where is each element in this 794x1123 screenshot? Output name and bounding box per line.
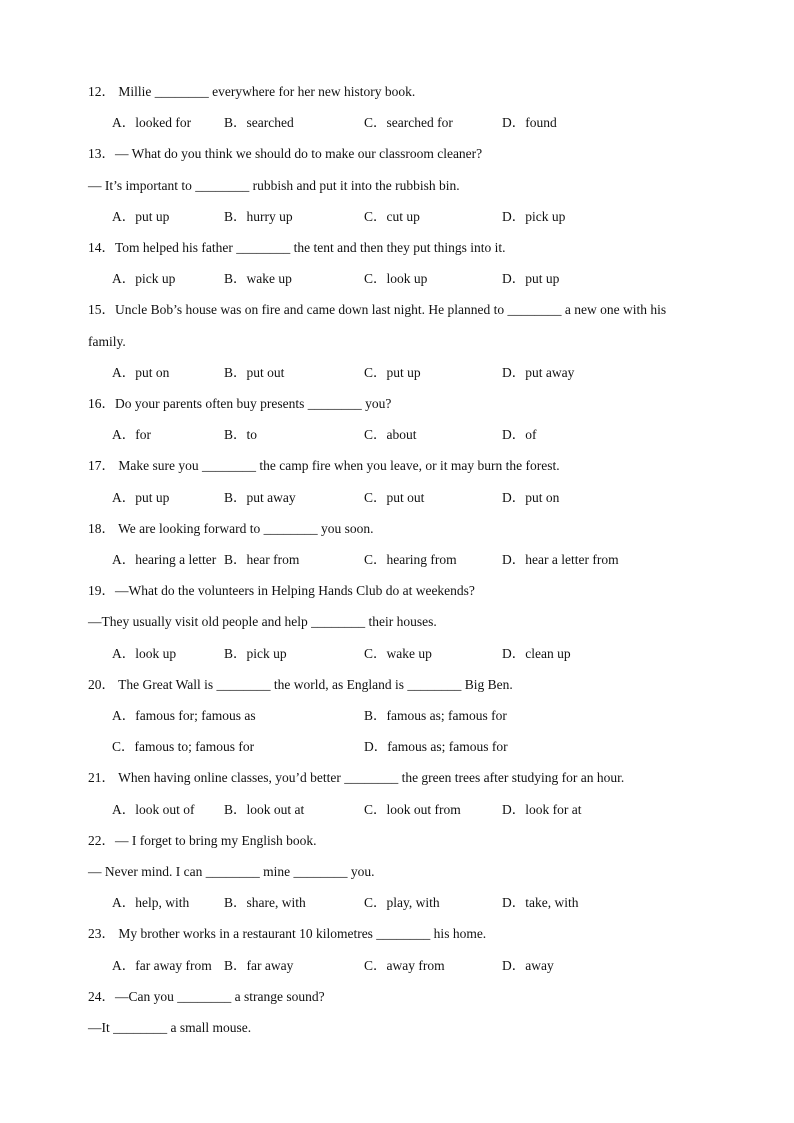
option-A[interactable]: A．put up: [112, 489, 170, 505]
option-C[interactable]: C．wake up: [364, 645, 432, 661]
question-19-stem-line: —They usually visit old people and help ________ their houses.: [88, 614, 437, 630]
question-22-stem-line: — Never mind. I can ________ mine ________ you.: [88, 864, 375, 879]
option-A[interactable]: A．put on: [112, 364, 170, 380]
option-B[interactable]: B．hurry up: [224, 208, 293, 224]
question-20-stem-line: 20． The Great Wall is ________ the world, as England is ________ Big Ben.: [88, 676, 513, 692]
option-C[interactable]: C．hearing from: [364, 552, 457, 567]
question-24-stem-line: 24．—Can you ________ a strange sound?: [88, 988, 325, 1004]
option-D[interactable]: D．put away: [502, 364, 575, 380]
question-15-stem-line: 15．Uncle Bob’s house was on fire and came down last night. He planned to ________ a new one with his: [88, 302, 667, 318]
option-B[interactable]: B．searched: [224, 115, 294, 131]
option-C[interactable]: C．look out from: [364, 801, 461, 817]
option-D[interactable]: D．put on: [502, 489, 560, 505]
option-C[interactable]: C．play, with: [364, 895, 440, 911]
option-B[interactable]: B．put away: [224, 489, 296, 505]
option-B[interactable]: B．look out at: [224, 801, 305, 817]
question-15-stem-line: family.: [88, 333, 126, 349]
option-C[interactable]: C．away from: [364, 957, 445, 973]
option-D[interactable]: D．clean up: [502, 645, 571, 661]
option-C[interactable]: C．about: [364, 427, 417, 443]
option-D[interactable]: D．put up: [502, 271, 560, 287]
option-B[interactable]: B．far away: [224, 957, 294, 973]
option-D[interactable]: D．away: [502, 957, 554, 973]
option-A[interactable]: A．put up: [112, 208, 170, 224]
option-C[interactable]: C．put up: [364, 364, 421, 380]
option-C[interactable]: C．look up: [364, 271, 428, 287]
option-C[interactable]: C．searched for: [364, 115, 453, 131]
option-B[interactable]: B．to: [224, 427, 258, 443]
option-A[interactable]: A．looked for: [112, 115, 192, 131]
question-16-stem-line: 16．Do your parents often buy presents ________ you?: [88, 396, 392, 411]
option-A[interactable]: A．famous for; famous as: [112, 708, 256, 723]
option-B[interactable]: B．put out: [224, 364, 285, 380]
option-A[interactable]: A．help, with: [112, 895, 190, 911]
option-D[interactable]: D．take, with: [502, 895, 579, 911]
option-B[interactable]: B．pick up: [224, 645, 287, 661]
option-C[interactable]: C．put out: [364, 489, 425, 505]
option-B[interactable]: B．share, with: [224, 895, 306, 911]
option-B[interactable]: B．wake up: [224, 271, 292, 287]
option-D[interactable]: D．found: [502, 115, 557, 131]
option-A[interactable]: A．hearing a letter: [112, 552, 217, 567]
question-14-stem-line: 14．Tom helped his father ________ the tent and then they put things into it.: [88, 240, 506, 255]
option-A[interactable]: A．look out of: [112, 801, 195, 817]
option-D[interactable]: D．hear a letter from: [502, 552, 619, 567]
question-21-stem-line: 21． When having online classes, you’d better ________ the green trees after studying for an hour.: [88, 770, 625, 786]
question-13-stem-line: — It’s important to ________ rubbish and put it into the rubbish bin.: [88, 177, 460, 193]
question-12-stem-line: 12． Millie ________ everywhere for her new history book.: [88, 84, 416, 99]
question-13-stem-line: 13．— What do you think we should do to make our classroom cleaner?: [88, 146, 483, 162]
option-B[interactable]: B．hear from: [224, 552, 300, 567]
question-23-stem-line: 23． My brother works in a restaurant 10 kilometres ________ his home.: [88, 926, 487, 942]
option-D[interactable]: D．famous as; famous for: [364, 739, 508, 755]
option-A[interactable]: A．far away from: [112, 957, 212, 973]
option-C[interactable]: C．cut up: [364, 208, 420, 224]
question-19-stem-line: 19．—What do the volunteers in Helping Hands Club do at weekends?: [88, 583, 475, 599]
option-A[interactable]: A．look up: [112, 645, 177, 661]
question-24-stem-line: —It ________ a small mouse.: [88, 1020, 252, 1035]
option-A[interactable]: A．for: [112, 427, 151, 443]
option-C[interactable]: C．famous to; famous for: [112, 739, 255, 755]
option-A[interactable]: A．pick up: [112, 271, 176, 287]
option-D[interactable]: D．look for at: [502, 801, 582, 817]
question-22-stem-line: 22．— I forget to bring my English book.: [88, 832, 317, 848]
option-B[interactable]: B．famous as; famous for: [364, 708, 507, 723]
option-D[interactable]: D．pick up: [502, 208, 566, 224]
question-18-stem-line: 18． We are looking forward to ________ you soon.: [88, 520, 374, 536]
question-17-stem-line: 17． Make sure you ________ the camp fire when you leave, or it may burn the forest.: [88, 458, 560, 474]
option-D[interactable]: D．of: [502, 427, 537, 443]
